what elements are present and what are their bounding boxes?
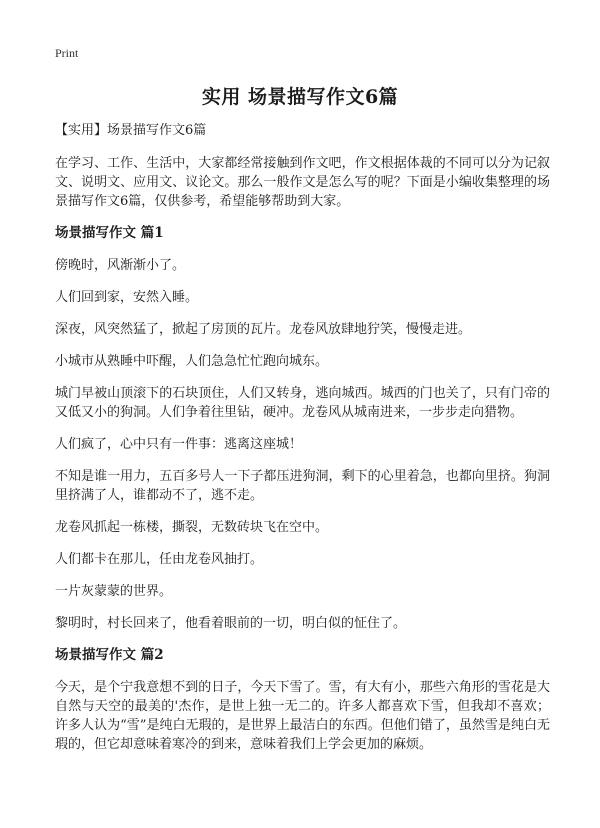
paragraph: 人们回到家，安然入睡。 [55, 290, 199, 305]
paragraph: 黎明时，村长回来了，他看着眼前的一切，明白似的怔住了。 [55, 616, 407, 631]
article-subtitle: 【实用】场景描写作文6篇 [55, 123, 207, 138]
paragraph: 龙卷风抓起一栋楼，撕裂，无数砖块飞在空中。 [55, 520, 329, 535]
paragraph: 人们疯了，心中只有一件事：逃离这座城！ [55, 437, 303, 452]
intro-paragraph: 在学习、工作、生活中，大家都经常接触到作文吧，作文根据体裁的不同可以分为记叙文、说明文、应用文、议论文。那么一般作文是怎么写的呢？下面是小编收集整理的场景描写作文6篇，仅供参考，希望能够帮助到大家。 [55, 156, 550, 209]
section-heading-2: 场景描写作文 篇2 [55, 647, 164, 663]
paragraph: 不知是谁一用力，五百多号人一下子都压进狗洞，剩下的心里着急，也都向里挤。狗洞里挤满了人，谁都动不了，逃不走。 [55, 469, 550, 503]
page-title: 实用 场景描写作文6篇 [201, 86, 399, 108]
paragraph: 人们都卡在那儿，任由龙卷风抽打。 [55, 552, 264, 567]
paragraph: 傍晚时，风渐渐小了。 [55, 258, 186, 273]
paragraph: 深夜，风突然猛了，掀起了房顶的瓦片。龙卷风放肆地狞笑，慢慢走进。 [55, 322, 472, 337]
paragraph: 城门早被山顶滚下的石块顶住，人们又转身，逃向城西。城西的门也关了，只有门帝的又低又小的狗洞。人们争着往里钻，硬冲。龙卷风从城南进来，一步步走向猎物。 [55, 386, 550, 420]
article-body [55, 121, 550, 767]
paragraph: 一片灰蒙蒙的世界。 [55, 584, 173, 599]
print-label: Print [55, 46, 79, 60]
paragraph: 今天，是个宁我意想不到的日子，今天下雪了。雪，有大有小，那些六角形的雪花是大自然与天空的最美的'杰作，是世上独一无二的。许多人都喜欢下雪，但我却不喜欢；许多人认为“雪”是纯白无瑕的，是世界上最洁白的东西。但他们错了，虽然雪是纯白无瑕的，但它却意味着寒冷的到来，意味着我们上学会更加的麻烦。 [55, 680, 550, 752]
section-heading-1: 场景描写作文 篇1 [55, 225, 164, 241]
paragraph: 小城市从熟睡中吓醒，人们急急忙忙跑向城东。 [55, 354, 329, 369]
